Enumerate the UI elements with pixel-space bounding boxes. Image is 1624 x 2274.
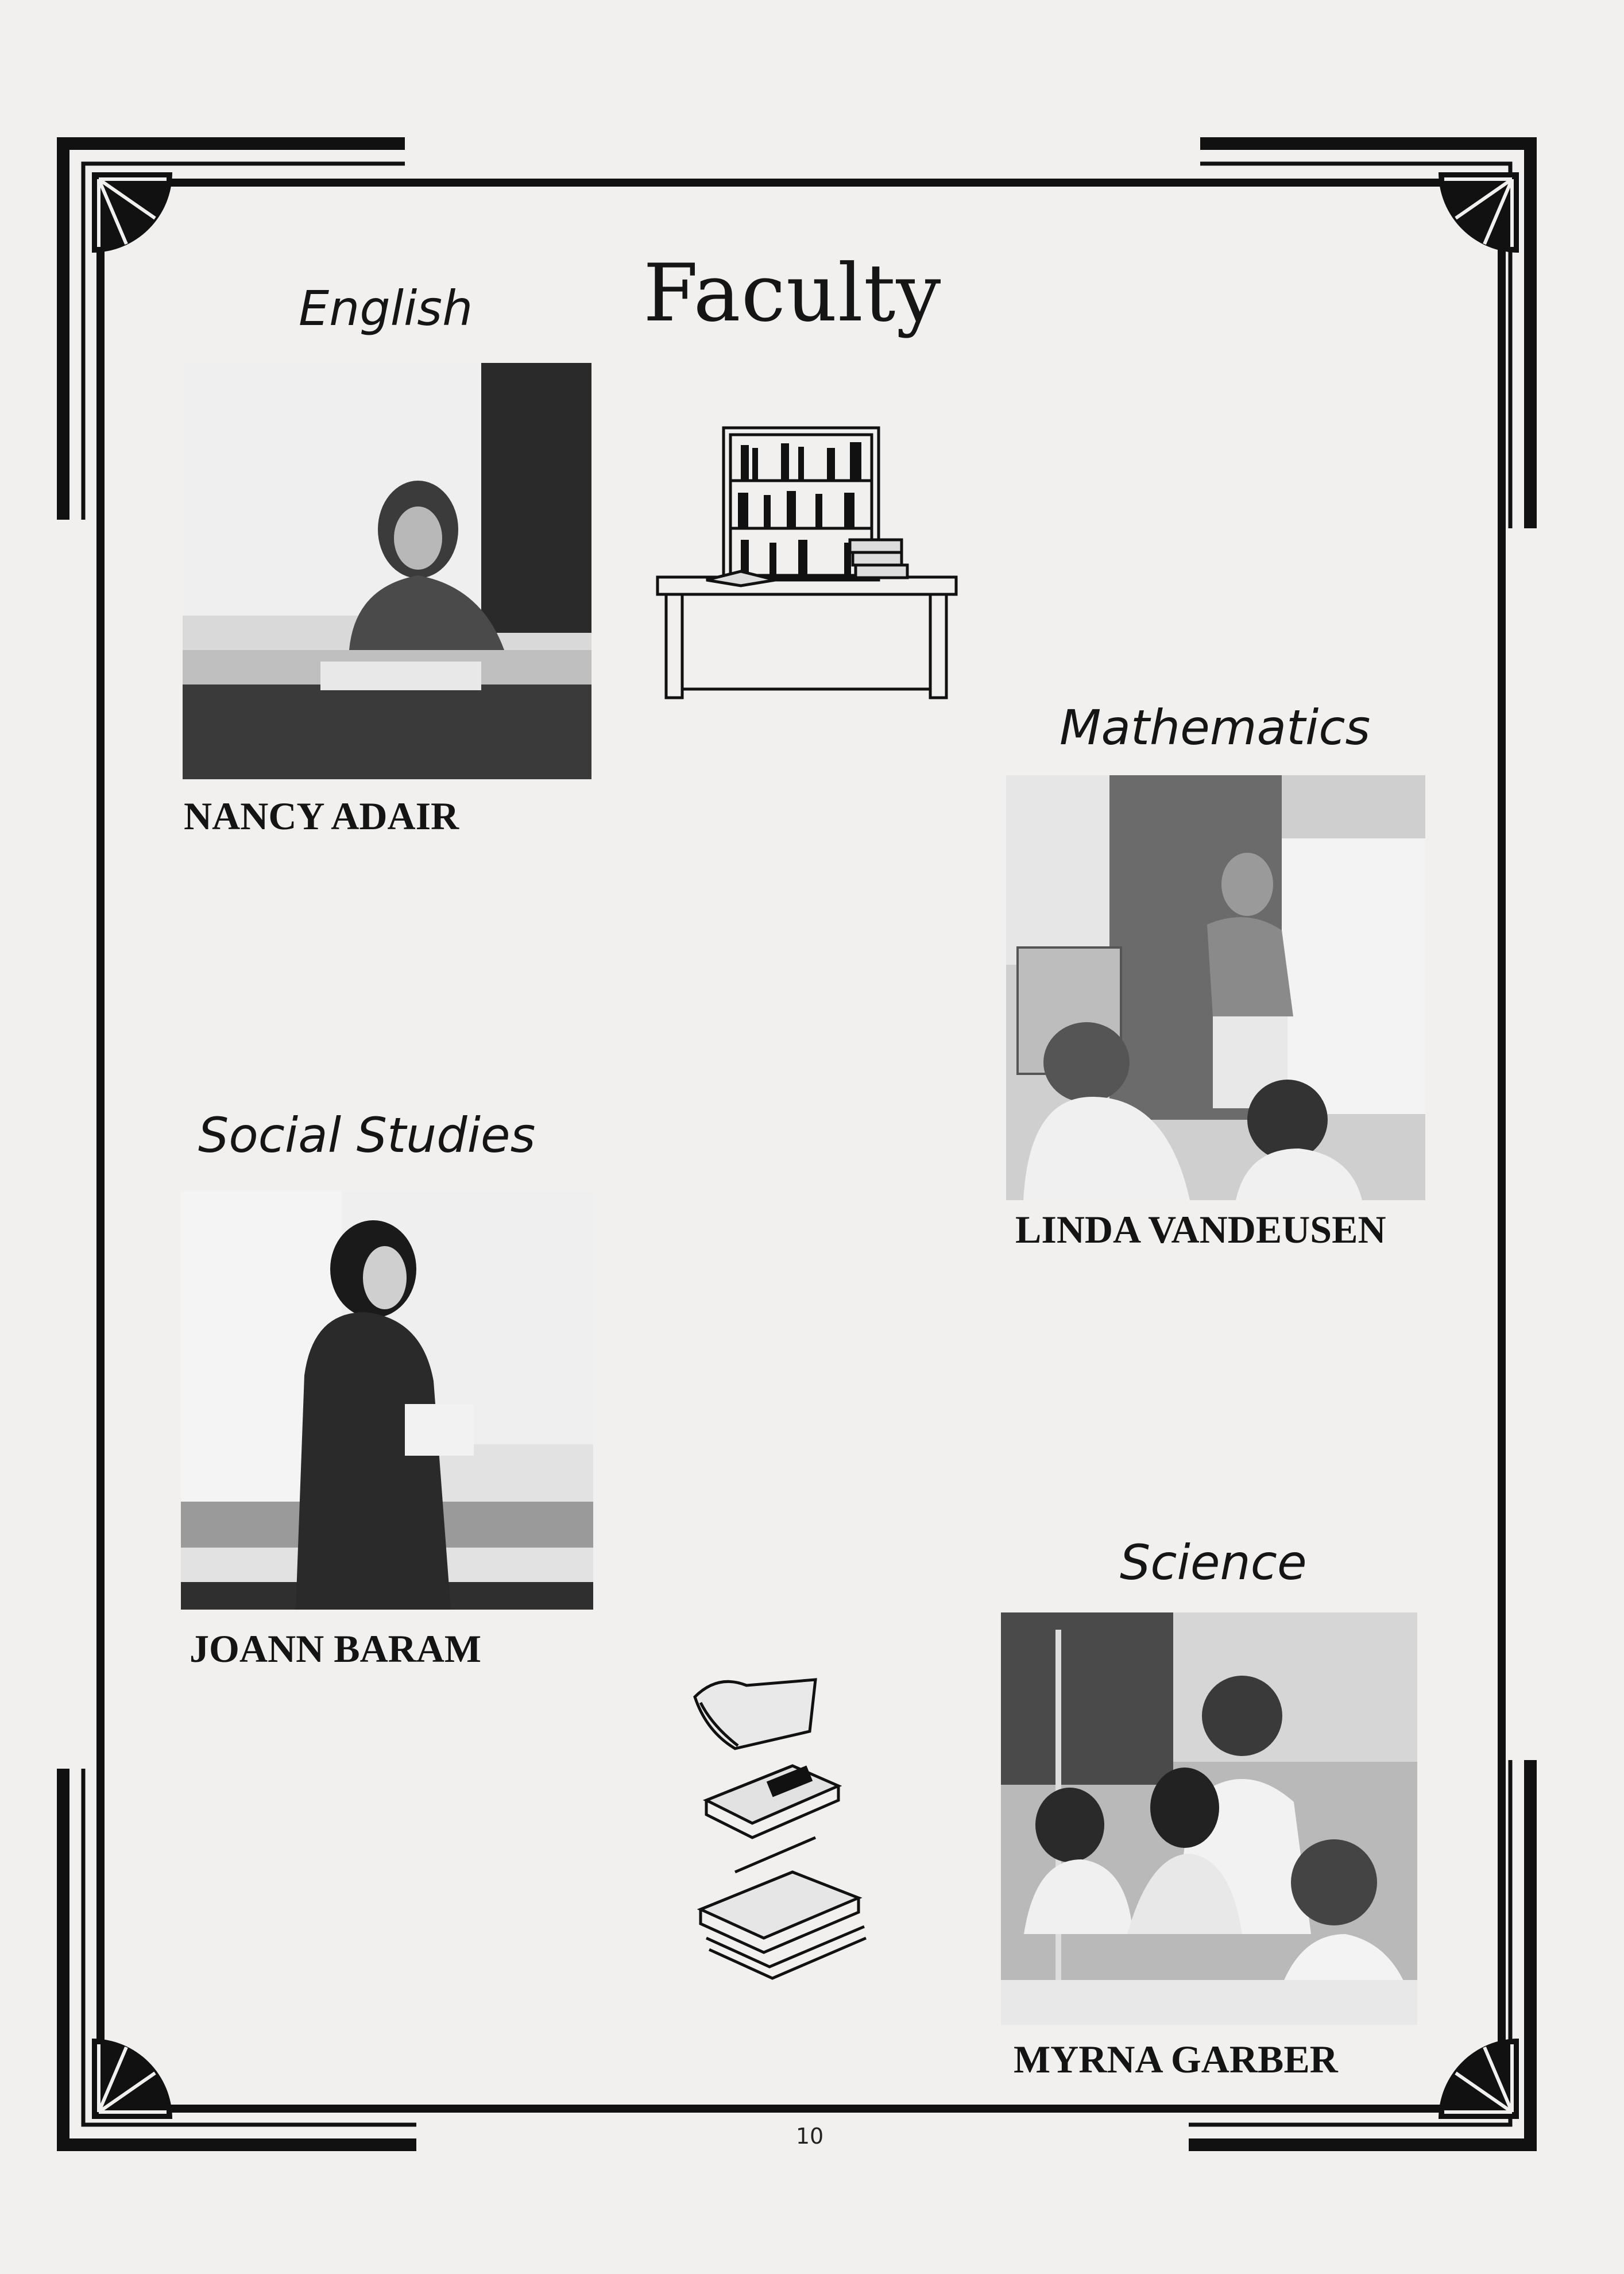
department-heading-english: English	[299, 280, 473, 337]
teacher-name-joann-baram: JOANN BARAM	[190, 1627, 482, 1670]
photo-joann-baram	[181, 1192, 593, 1610]
teacher-name-myrna-garber: MYRNA GARBER	[1014, 2037, 1338, 2081]
photo-nancy-adair	[183, 363, 591, 779]
teacher-name-linda-vandeusen: LINDA VANDEUSEN	[1015, 1208, 1386, 1251]
page-number: 10	[795, 2124, 824, 2149]
bookcase-desk-clipart	[655, 425, 959, 706]
department-heading-social-studies: Social Studies	[198, 1107, 536, 1163]
teacher-name-nancy-adair: NANCY ADAIR	[184, 794, 459, 838]
department-heading-science: Science	[1120, 1534, 1307, 1591]
books-stack-clipart	[683, 1668, 879, 1981]
page-title: Faculty	[643, 247, 942, 339]
photo-myrna-garber	[1001, 1612, 1417, 2025]
department-heading-mathematics: Mathematics	[1060, 699, 1371, 756]
photo-linda-vandeusen	[1006, 775, 1425, 1200]
